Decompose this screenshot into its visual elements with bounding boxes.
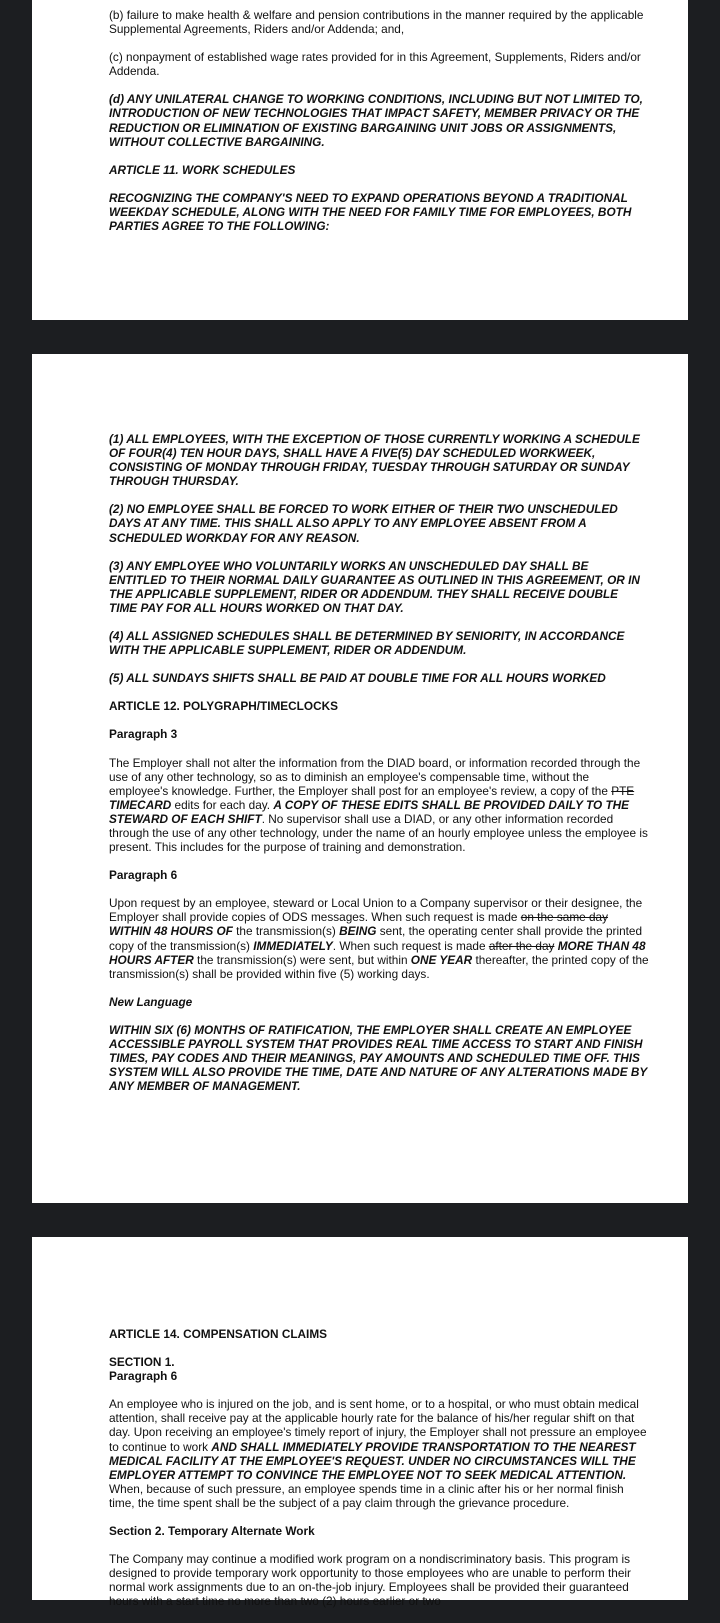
document-page-1 (32, 0, 688, 320)
para6-bold-5: ONE YEAR (410, 952, 473, 967)
clause-d: (d) ANY UNILATERAL CHANGE TO WORKING CONDITIONS, INCLUDING BUT NOT LIMITED TO, INTRODUCTION OF NEW TECHNOLOGIES THAT IMPACT SAFETY, MEMBER PRIVACY OR THE REDUCTION OR ELIMINATION OF EXISTING BARGAINING UNIT JOBS OR ASSIGNMENTS, WITHOUT COLLECTIVE BARGAINING. (109, 92, 643, 149)
page-2-content (109, 432, 649, 1107)
comp-para6-text-2: When, because of such pressure, an employee spends time in a clinic after his or her normal finish time, the time spent shall be the subject of a pay claim through the grievance procedure. (109, 1481, 624, 1510)
paragraph-3-text (109, 756, 649, 855)
paragraph-6-heading: Paragraph 6 (109, 868, 178, 883)
schedule-item-5: (5) ALL SUNDAYS SHIFTS SHALL BE PAID AT DOUBLE TIME FOR ALL HOURS WORKED (109, 671, 606, 686)
para6-bold-3: IMMEDIATELY (253, 938, 333, 953)
document-page-2 (32, 354, 688, 1203)
para6-bold-4: MORE THAN 48 HOURS AFTER (109, 938, 646, 967)
page-3-content (109, 1327, 649, 1623)
new-language-heading: New Language (109, 994, 193, 1009)
section-1-heading: SECTION 1. (109, 1355, 175, 1370)
para6-bold-1: WITHIN 48 HOURS OF (109, 924, 233, 939)
para6-text-3: sent, the operating center shall provide the printed copy of the transmission(s) (109, 924, 643, 953)
paragraph-6-heading-art14: Paragraph 6 (109, 1369, 178, 1384)
article-11-intro: RECOGNIZING THE COMPANY'S NEED TO EXPAND OPERATIONS BEYOND A TRADITIONAL WEEKDAY SCHEDULE, ALONG WITH THE NEED FOR FAMILY TIME FOR EMPLOYEES, BOTH PARTIES AGREE TO THE FOLLOWING: (109, 190, 632, 234)
comp-para6-text-1: An employee who is injured on the job, and is sent home, or to a hospital, or who must obtain medical attention, shall receive pay at the applicable hourly rate for the balance of his/her regular shift on that day. Upon receiving an employee's timely report of injury, the Employer shall not pressure an employee to continue to work (109, 1397, 647, 1454)
para6-text-2: the transmission(s) (232, 924, 340, 939)
paragraph-6-text (109, 896, 649, 981)
para6-bold-2: BEING (339, 924, 377, 939)
para3-strike-1: PTE (611, 783, 635, 798)
para6-strike-2: after the day (488, 938, 555, 953)
article-14-heading: ARTICLE 14. COMPENSATION CLAIMS (109, 1327, 328, 1341)
comp-paragraph-6-text (109, 1397, 649, 1510)
para6-text-6: thereafter, the printed copy of the transmission(s) shall be provided within five (5) working days. (109, 952, 649, 981)
schedule-item-3: (3) ANY EMPLOYEE WHO VOLUNTARILY WORKS AN UNSCHEDULED DAY SHALL BE ENTITLED TO THEIR NORMAL DAILY GUARANTEE AS OUTLINED IN THIS AGREEMENT, OR IN THE APPLICABLE SUPPLEMENT, RIDER OR ADDENDUM. THEY SHALL RECEIVE DOUBLE TIME PAY FOR ALL HOURS WORKED ON THAT DAY. (109, 558, 640, 615)
schedule-item-2: (2) NO EMPLOYEE SHALL BE FORCED TO WORK EITHER OF THEIR TWO UNSCHEDULED DAYS AT ANY TIME. THIS SHALL ALSO APPLY TO ANY EMPLOYEE ABSENT FROM A SCHEDULED WORKDAY FOR ANY REASON. (109, 502, 618, 545)
section-2-heading: Section 2. Temporary Alternate Work (109, 1524, 315, 1539)
para3-text-3: . No supervisor shall use a DIAD, or any other information recorded through the use of any other technology, under the name of an hourly employee unless the employee is present. This includes for the purpose of training and demonstration. (109, 811, 648, 855)
article-11-heading: ARTICLE 11. WORK SCHEDULES (109, 162, 296, 177)
para3-bold-2: A COPY OF THESE EDITS SHALL BE PROVIDED DAILY TO THE STEWARD OF EACH SHIFT (109, 797, 630, 826)
para3-text-2: edits for each day. (171, 797, 274, 812)
para6-text-4: . When such request is made (332, 938, 489, 953)
section-2-text: The Company may continue a modified work program on a nondiscriminatory basis. This program is designed to provide temporary work opportunity to those employees who are unable to perform their normal work assignments due to an on-the-job injury. Employees shall be provided their guaranteed hours with a start time no more than two (2) hours earlier or two (109, 1552, 631, 1609)
clause-c: (c) nonpayment of established wage rates provided for in this Agreement, Supplements, Riders and/or Addenda. (109, 50, 641, 79)
schedule-item-4: (4) ALL ASSIGNED SCHEDULES SHALL BE DETERMINED BY SENIORITY, IN ACCORDANCE WITH THE APPLICABLE SUPPLEMENT, RIDER OR ADDENDUM. (109, 629, 625, 658)
new-language-text: WITHIN SIX (6) MONTHS OF RATIFICATION, THE EMPLOYER SHALL CREATE AN EMPLOYEE ACCESSIBLE PAYROLL SYSTEM THAT PROVIDES REAL TIME ACCESS TO START AND FINISH TIMES, PAY CODES AND THEIR MEANINGS, PAY AMOUNTS AND SCHEDULED TIME OFF. THIS SYSTEM WILL ALSO PROVIDE THE TIME, DATE AND NATURE OF ANY ALTERATIONS MADE BY ANY MEMBER OF MANAGEMENT. (109, 1022, 648, 1094)
clause-b: (b) failure to make health & welfare and pension contributions in the manner required by the applicable Supplemental Agreements, Riders and/or Addenda; and, (109, 8, 644, 37)
schedule-item-1: (1) ALL EMPLOYEES, WITH THE EXCEPTION OF THOSE CURRENTLY WORKING A SCHEDULE OF FOUR(4) TEN HOUR DAYS, SHALL HAVE A FIVE(5) DAY SCHEDULED WORKWEEK, CONSISTING OF MONDAY THROUGH FRIDAY, TUESDAY THROUGH SATURDAY OR SUNDAY THROUGH THURSDAY. (109, 432, 640, 489)
document-page-3 (32, 1237, 688, 1609)
comp-para6-bold-1: AND SHALL IMMEDIATELY PROVIDE TRANSPORTATION TO THE NEAREST MEDICAL FACILITY AT THE EMPLOYEE'S REQUEST. UNDER NO CIRCUMSTANCES WILL THE EMPLOYER ATTEMPT TO CONVINCE THE EMPLOYEE NOT TO SEEK MEDICAL ATTENTION. (109, 1439, 636, 1482)
para6-strike-1: on the same day (520, 910, 609, 925)
para6-text-5: the transmission(s) were sent, but within (193, 952, 411, 967)
page-1-content (109, 8, 649, 247)
para3-text-1: The Employer shall not alter the information from the DIAD board, or information recorded through the use of any other technology, so as to diminish an employee's compensable time, without the employee's knowledge. Further, the Employer shall post for an employee's review, a copy of the (109, 755, 641, 798)
para6-text-1: Upon request by an employee, steward or Local Union to a Company supervisor or their designee, the Employer shall provide copies of ODS messages. When such request is made (109, 896, 643, 925)
paragraph-3-heading: Paragraph 3 (109, 727, 178, 742)
article-12-heading: ARTICLE 12. POLYGRAPH/TIMECLOCKS (109, 699, 338, 714)
para3-bold-1: TIMECARD (109, 797, 172, 812)
